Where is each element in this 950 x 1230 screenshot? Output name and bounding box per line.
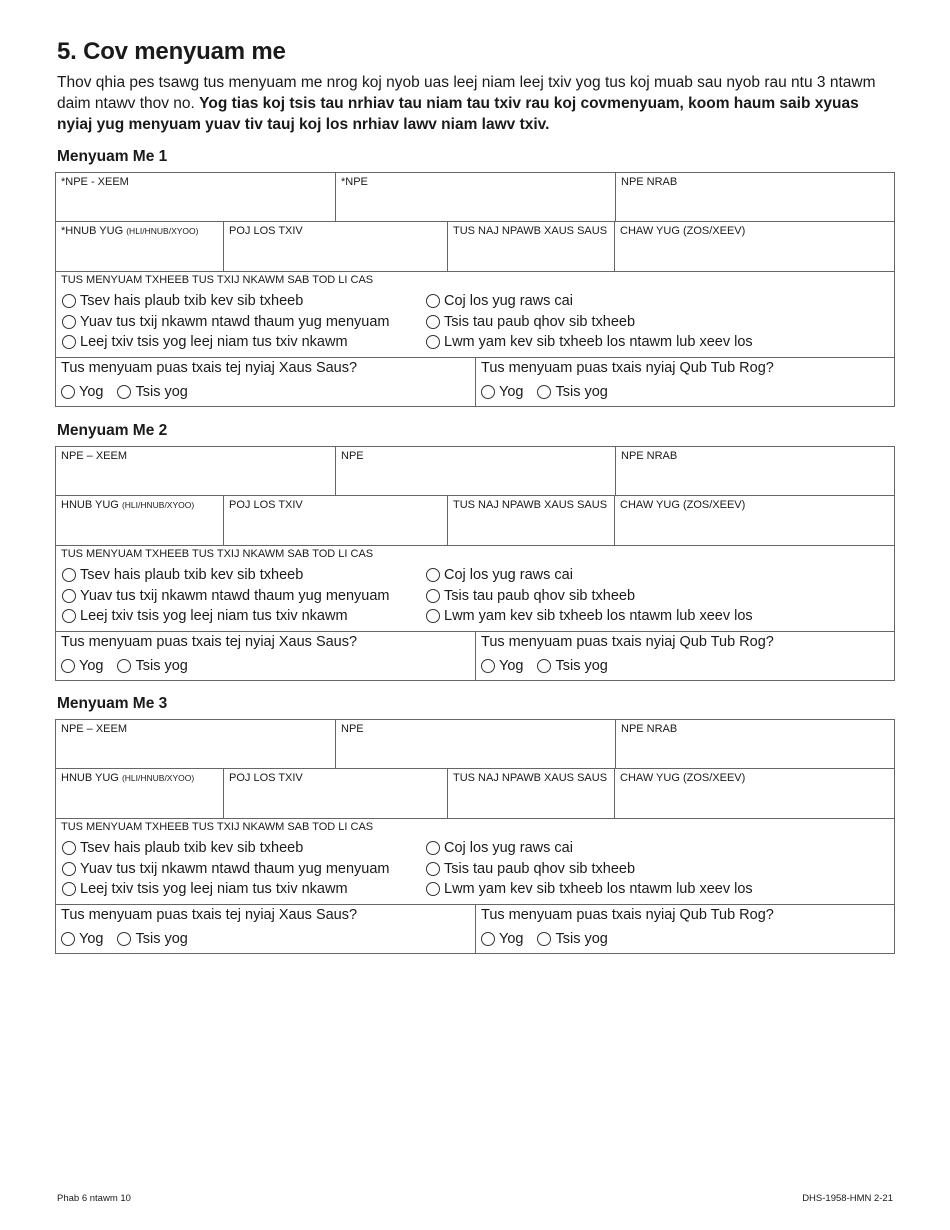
option-label: Yuav tus txij nkawm ntawd thaum yug menyuam bbox=[80, 860, 390, 877]
date-of-birth-field[interactable] bbox=[56, 769, 224, 818]
relationship-option[interactable] bbox=[62, 565, 426, 586]
benefits-row bbox=[56, 632, 894, 680]
field-label: NPE NRAB bbox=[621, 723, 678, 735]
field-label: *NPE - XEEM bbox=[61, 176, 129, 188]
intro-paragraph bbox=[57, 72, 897, 135]
option-label: Tsis yog bbox=[555, 384, 608, 401]
intro-bold-text: Yog tias koj tsis tau nrhiav tau niam tau txiv rau koj covmenyuam, koom haum saib xyuas nyiaj yug menyuam yuav tiv tauj koj los nrhiav lawv niam lawv txiv. bbox=[57, 95, 859, 133]
option-label: Tsev hais plaub txib kev sib txheeb bbox=[80, 293, 304, 310]
radio-circle-icon[interactable] bbox=[62, 862, 76, 876]
date-of-birth-field[interactable] bbox=[56, 222, 224, 271]
relationship-option[interactable] bbox=[62, 332, 426, 353]
field-label: HNUB YUG bbox=[61, 499, 119, 511]
yes-no-options bbox=[61, 929, 470, 950]
radio-circle-icon[interactable] bbox=[481, 932, 495, 946]
option-label: Leej txiv tsis yog leej niam tus txiv nkawm bbox=[80, 334, 348, 351]
relationship-row bbox=[56, 819, 894, 905]
details-row bbox=[56, 769, 894, 819]
radio-circle-icon[interactable] bbox=[62, 294, 76, 308]
radio-circle-icon[interactable] bbox=[62, 609, 76, 623]
relationship-option[interactable] bbox=[426, 859, 846, 880]
option-label: Leej txiv tsis yog leej niam tus txiv nkawm bbox=[80, 608, 348, 625]
relationship-option[interactable] bbox=[62, 586, 426, 607]
field-label: TUS NAJ NPAWB XAUS SAUS bbox=[453, 772, 608, 784]
field-label: NPE – XEEM bbox=[61, 450, 128, 462]
first-name-field[interactable] bbox=[336, 173, 616, 221]
option-label: Yog bbox=[79, 931, 104, 948]
field-format-hint: (HLI/HNUB/XYOO) bbox=[121, 500, 195, 510]
yes-no-options bbox=[481, 656, 889, 677]
page-number: Phab 6 ntawm 10 bbox=[57, 1193, 131, 1204]
radio-circle-icon[interactable] bbox=[117, 659, 131, 673]
relationship-option[interactable] bbox=[426, 332, 846, 353]
radio-circle-icon[interactable] bbox=[426, 841, 440, 855]
field-label: CHAW YUG (ZOS/XEEV) bbox=[620, 772, 746, 784]
field-label: NPE – XEEM bbox=[61, 723, 128, 735]
relationship-options bbox=[62, 291, 882, 353]
date-of-birth-field[interactable] bbox=[56, 496, 224, 545]
child-form-table bbox=[55, 172, 895, 407]
radio-circle-icon[interactable] bbox=[426, 862, 440, 876]
radio-circle-icon[interactable] bbox=[426, 568, 440, 582]
birthplace-field[interactable] bbox=[615, 222, 894, 271]
gender-field[interactable] bbox=[224, 769, 448, 818]
option-label: Lwm yam kev sib txheeb los ntawm lub xeev los bbox=[444, 334, 753, 351]
field-label: NPE bbox=[341, 723, 364, 735]
relationship-options bbox=[62, 838, 882, 900]
option-label: Coj los yug raws cai bbox=[444, 293, 573, 310]
radio-circle-icon[interactable] bbox=[62, 315, 76, 329]
radio-circle-icon[interactable] bbox=[481, 385, 495, 399]
gender-field[interactable] bbox=[224, 222, 448, 271]
yes-option[interactable] bbox=[481, 929, 523, 950]
field-format-hint: (HLI/HNUB/XYOO) bbox=[126, 226, 199, 236]
relationship-cell bbox=[56, 546, 894, 631]
option-label: Tsev hais plaub txib kev sib txheeb bbox=[80, 840, 304, 857]
field-label: NPE bbox=[341, 450, 364, 462]
yes-no-options bbox=[61, 382, 470, 403]
name-row bbox=[56, 447, 894, 496]
no-option[interactable] bbox=[117, 656, 187, 677]
radio-circle-icon[interactable] bbox=[537, 659, 551, 673]
relationship-label: TUS MENYUAM TXHEEB TUS TXIJ NKAWM SAB TOD LI CAS bbox=[61, 274, 374, 286]
question-text: Tus menyuam puas txais nyiaj Qub Tub Rog? bbox=[481, 907, 774, 923]
last-first-name-field[interactable] bbox=[56, 173, 336, 221]
relationship-option[interactable] bbox=[426, 606, 846, 627]
child-heading: Menyuam Me 3 bbox=[57, 695, 168, 712]
radio-circle-icon[interactable] bbox=[426, 335, 440, 349]
no-option[interactable] bbox=[117, 929, 187, 950]
relationship-cell bbox=[56, 819, 894, 904]
radio-circle-icon[interactable] bbox=[62, 882, 76, 896]
field-label: NPE NRAB bbox=[621, 450, 678, 462]
question-text: Tus menyuam puas txais tej nyiaj Xaus Saus? bbox=[61, 360, 358, 376]
option-label: Tsis yog bbox=[135, 931, 188, 948]
birthplace-field[interactable] bbox=[615, 496, 894, 545]
gender-field[interactable] bbox=[224, 496, 448, 545]
relationship-option[interactable] bbox=[62, 879, 426, 900]
radio-circle-icon[interactable] bbox=[62, 841, 76, 855]
radio-circle-icon[interactable] bbox=[117, 932, 131, 946]
intro-text: Thov qhia pes tsawg tus menyuam me nrog koj nyob uas leej niam leej txiv yog tus koj muab sau nyob rau ntu 3 ntawm daim ntawv thov no. bbox=[57, 74, 876, 112]
relationship-label: TUS MENYUAM TXHEEB TUS TXIJ NKAWM SAB TOD LI CAS bbox=[61, 548, 374, 560]
field-label: POJ LOS TXIV bbox=[229, 772, 303, 784]
no-option[interactable] bbox=[537, 656, 607, 677]
radio-circle-icon[interactable] bbox=[537, 385, 551, 399]
field-label: CHAW YUG (ZOS/XEEV) bbox=[620, 225, 746, 237]
relationship-option[interactable] bbox=[426, 586, 846, 607]
relationship-row bbox=[56, 272, 894, 358]
relationship-option[interactable] bbox=[426, 879, 846, 900]
section-title: 5. Cov menyuam me bbox=[57, 38, 286, 65]
yes-option[interactable] bbox=[481, 656, 523, 677]
radio-circle-icon[interactable] bbox=[426, 315, 440, 329]
option-label: Yuav tus txij nkawm ntawd thaum yug menyuam bbox=[80, 313, 390, 330]
benefits-row bbox=[56, 358, 894, 406]
radio-circle-icon[interactable] bbox=[61, 385, 75, 399]
relationship-option[interactable] bbox=[62, 606, 426, 627]
yes-option[interactable] bbox=[481, 382, 523, 403]
field-label: HNUB YUG bbox=[61, 772, 119, 784]
relationship-cell bbox=[56, 272, 894, 357]
yes-option[interactable] bbox=[61, 382, 103, 403]
yes-no-options bbox=[481, 382, 889, 403]
radio-circle-icon[interactable] bbox=[426, 609, 440, 623]
name-row bbox=[56, 173, 894, 222]
option-label: Leej txiv tsis yog leej niam tus txiv nkawm bbox=[80, 881, 348, 898]
radio-circle-icon[interactable] bbox=[481, 659, 495, 673]
middle-name-field[interactable] bbox=[616, 447, 894, 495]
no-option[interactable] bbox=[537, 929, 607, 950]
first-name-field[interactable] bbox=[336, 720, 616, 768]
yes-no-options bbox=[61, 656, 470, 677]
no-option[interactable] bbox=[537, 382, 607, 403]
relationship-row bbox=[56, 546, 894, 632]
relationship-option[interactable] bbox=[62, 312, 426, 333]
question-text: Tus menyuam puas txais tej nyiaj Xaus Saus? bbox=[61, 634, 358, 650]
details-row bbox=[56, 222, 894, 272]
birthplace-field[interactable] bbox=[615, 769, 894, 818]
option-label: Tsis yog bbox=[555, 931, 608, 948]
middle-name-field[interactable] bbox=[616, 173, 894, 221]
field-label: POJ LOS TXIV bbox=[229, 499, 303, 511]
radio-circle-icon[interactable] bbox=[426, 294, 440, 308]
option-label: Lwm yam kev sib txheeb los ntawm lub xeev los bbox=[444, 881, 753, 898]
details-row bbox=[56, 496, 894, 546]
option-label: Tsis tau paub qhov sib txheeb bbox=[444, 860, 636, 877]
option-label: Tsis tau paub qhov sib txheeb bbox=[444, 587, 636, 604]
option-label: Yuav tus txij nkawm ntawd thaum yug menyuam bbox=[80, 587, 390, 604]
field-label: TUS NAJ NPAWB XAUS SAUS bbox=[453, 225, 608, 237]
last-first-name-field[interactable] bbox=[56, 720, 336, 768]
option-label: Tsis tau paub qhov sib txheeb bbox=[444, 313, 636, 330]
relationship-option[interactable] bbox=[62, 859, 426, 880]
radio-circle-icon[interactable] bbox=[62, 568, 76, 582]
relationship-options bbox=[62, 565, 882, 627]
option-label: Coj los yug raws cai bbox=[444, 567, 573, 584]
option-label: Yog bbox=[79, 658, 104, 675]
option-label: Tsis yog bbox=[555, 658, 608, 675]
radio-circle-icon[interactable] bbox=[537, 932, 551, 946]
no-option[interactable] bbox=[117, 382, 187, 403]
radio-circle-icon[interactable] bbox=[117, 385, 131, 399]
question-text: Tus menyuam puas txais tej nyiaj Xaus Saus? bbox=[61, 907, 358, 923]
radio-circle-icon[interactable] bbox=[62, 589, 76, 603]
veterans-benefits-question bbox=[476, 632, 894, 680]
option-label: Yog bbox=[79, 384, 104, 401]
social-security-question bbox=[56, 632, 476, 680]
social-security-question bbox=[56, 358, 476, 406]
field-label: POJ LOS TXIV bbox=[229, 225, 303, 237]
option-label: Yog bbox=[499, 384, 524, 401]
veterans-benefits-question bbox=[476, 358, 894, 406]
question-text: Tus menyuam puas txais nyiaj Qub Tub Rog? bbox=[481, 634, 774, 650]
veterans-benefits-question bbox=[476, 905, 894, 953]
yes-no-options bbox=[481, 929, 889, 950]
option-label: Yog bbox=[499, 658, 524, 675]
option-label: Yog bbox=[499, 931, 524, 948]
field-label: TUS NAJ NPAWB XAUS SAUS bbox=[453, 499, 608, 511]
ssn-field[interactable] bbox=[448, 769, 615, 818]
radio-circle-icon[interactable] bbox=[61, 659, 75, 673]
relationship-label: TUS MENYUAM TXHEEB TUS TXIJ NKAWM SAB TOD LI CAS bbox=[61, 821, 374, 833]
relationship-option[interactable] bbox=[426, 838, 846, 859]
relationship-option[interactable] bbox=[426, 291, 846, 312]
yes-option[interactable] bbox=[61, 656, 103, 677]
option-label: Lwm yam kev sib txheeb los ntawm lub xeev los bbox=[444, 608, 753, 625]
option-label: Coj los yug raws cai bbox=[444, 840, 573, 857]
yes-option[interactable] bbox=[61, 929, 103, 950]
question-text: Tus menyuam puas txais nyiaj Qub Tub Rog? bbox=[481, 360, 774, 376]
ssn-field[interactable] bbox=[448, 496, 615, 545]
child-form-table bbox=[55, 446, 895, 681]
social-security-question bbox=[56, 905, 476, 953]
field-label: *HNUB YUG bbox=[61, 225, 124, 237]
radio-circle-icon[interactable] bbox=[426, 589, 440, 603]
field-label: NPE NRAB bbox=[621, 176, 678, 188]
benefits-row bbox=[56, 905, 894, 953]
relationship-option[interactable] bbox=[426, 312, 846, 333]
name-row bbox=[56, 720, 894, 769]
field-label: CHAW YUG (ZOS/XEEV) bbox=[620, 499, 746, 511]
child-heading: Menyuam Me 2 bbox=[57, 422, 168, 439]
option-label: Tsev hais plaub txib kev sib txheeb bbox=[80, 567, 304, 584]
field-label: *NPE bbox=[341, 176, 368, 188]
radio-circle-icon[interactable] bbox=[61, 932, 75, 946]
relationship-option[interactable] bbox=[62, 838, 426, 859]
child-form-table bbox=[55, 719, 895, 954]
relationship-option[interactable] bbox=[426, 565, 846, 586]
radio-circle-icon[interactable] bbox=[62, 335, 76, 349]
option-label: Tsis yog bbox=[135, 384, 188, 401]
form-id: DHS-1958-HMN 2-21 bbox=[802, 1193, 893, 1204]
ssn-field[interactable] bbox=[448, 222, 615, 271]
option-label: Tsis yog bbox=[135, 658, 188, 675]
first-name-field[interactable] bbox=[336, 447, 616, 495]
radio-circle-icon[interactable] bbox=[426, 882, 440, 896]
field-format-hint: (HLI/HNUB/XYOO) bbox=[121, 773, 195, 783]
middle-name-field[interactable] bbox=[616, 720, 894, 768]
last-first-name-field[interactable] bbox=[56, 447, 336, 495]
child-heading: Menyuam Me 1 bbox=[57, 148, 168, 165]
relationship-option[interactable] bbox=[62, 291, 426, 312]
